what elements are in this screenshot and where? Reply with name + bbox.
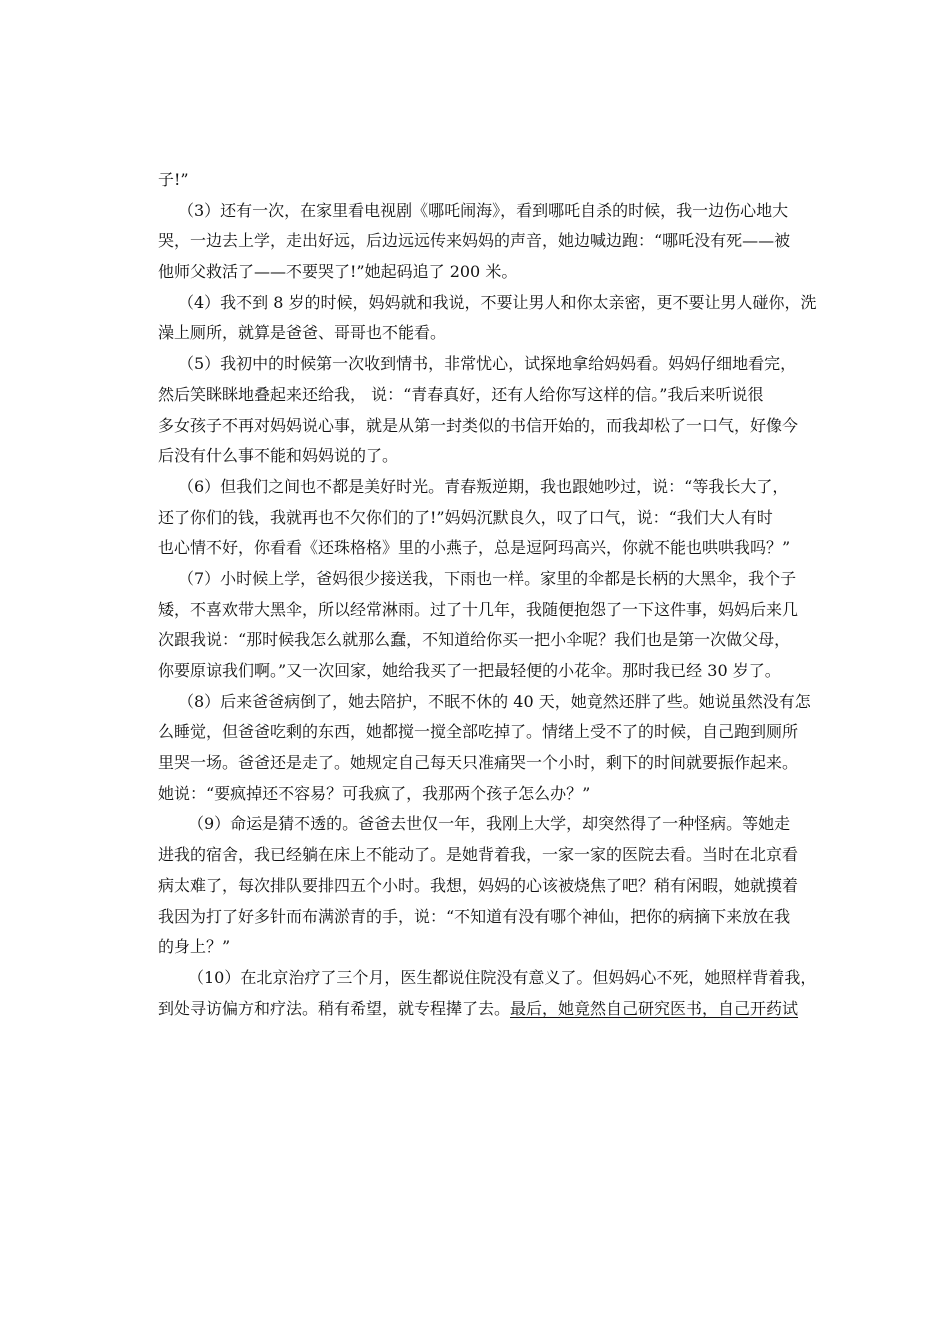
- plain-text-segment: 到处寻访偏方和疗法。稍有希望，就专程撵了去。: [158, 998, 511, 1018]
- text-line: 还了你们的钱，我就再也不欠你们的了!”妈妈沉默良久，叹了口气，说：“我们大人有时: [158, 507, 773, 527]
- text-line: 也心情不好，你看看《还珠格格》里的小燕子，总是逗阿玛高兴，你就不能也哄哄我吗？”: [158, 538, 791, 558]
- text-line: 然后笑眯眯地叠起来还给我， 说：“青春真好，还有人给你写这样的信。”我后来听说很: [158, 384, 764, 404]
- paragraph-4-line: （4）我不到 8 岁的时候，妈妈就和我说，不要让男人和你太亲密，更不要让男人碰你，洗: [178, 292, 817, 312]
- paragraph-10-line: （10）在北京治疗了三个月，医生都说住院没有意义了。但妈妈心不死，她照样背着我，: [188, 967, 817, 987]
- text-line: 么睡觉，但爸爸吃剩的东西，她都搅一搅全部吃掉了。情绪上受不了的时候，自己跑到厕所: [158, 722, 799, 742]
- paragraph-3-line: （3）还有一次，在家里看电视剧《哪吒闹海》，看到哪吒自杀的时候，我一边伤心地大: [178, 200, 789, 220]
- text-line: 进我的宿舍，我已经躺在床上不能动了。是她背着我，一家一家的医院去看。当时在北京看: [158, 845, 799, 865]
- text-line: 她说：“要疯掉还不容易？可我疯了，我那两个孩子怎么办？”: [158, 783, 591, 803]
- text-line: 的身上？”: [158, 937, 231, 957]
- text-line: 矮，不喜欢带大黑伞，所以经常淋雨。过了十几年，我随便抱怨了一下这件事，妈妈后来几: [158, 599, 799, 619]
- document-body: [158, 165, 844, 1024]
- text-line: 我因为打了好多针而布满淤青的手，说：“不知道有没有哪个神仙，把你的病摘下来放在我: [158, 906, 791, 926]
- text-line: 后没有什么事不能和妈妈说的了。: [158, 446, 399, 466]
- text-line-with-underline: [158, 994, 844, 1025]
- text-line: 哭，一边去上学，走出好远，后边远远传来妈妈的声音，她边喊边跑：“哪吒没有死——被: [158, 231, 791, 251]
- paragraph-5-line: （5）我初中的时候第一次收到情书，非常忧心，试探地拿给妈妈看。妈妈仔细地看完，: [178, 354, 797, 374]
- text-line: 他师父救活了——不要哭了!”她起码追了 200 米。: [158, 262, 518, 282]
- text-line: 澡上厕所，就算是爸爸、哥哥也不能看。: [158, 323, 447, 343]
- text-line: 子!”: [158, 170, 189, 189]
- text-line: 病太难了，每次排队要排四五个小时。我想，妈妈的心该被烧焦了吧？稍有闲暇，她就摸着: [158, 875, 799, 895]
- text-line: 里哭一场。爸爸还是走了。她规定自己每天只准痛哭一个小时，剩下的时间就要振作起来。: [158, 753, 799, 773]
- paragraph-8-line: （8）后来爸爸病倒了，她去陪护，不眠不休的 40 天，她竟然还胖了些。她说虽然没有怎: [178, 691, 811, 711]
- underlined-text-segment: 最后，她竟然自己研究医书，自己开药试: [510, 998, 799, 1018]
- text-line: 次跟我说：“那时候我怎么就那么蠢，不知道给你买一把小伞呢？我们也是第一次做父母，: [158, 630, 791, 650]
- paragraph-7-line: （7）小时候上学，爸妈很少接送我，下雨也一样。家里的伞都是长柄的大黑伞，我个子: [178, 568, 797, 588]
- text-line: 多女孩子不再对妈妈说心事，就是从第一封类似的书信开始的，而我却松了一口气，好像今: [158, 415, 799, 435]
- text-line: 你要原谅我们啊。”又一次回家，她给我买了一把最轻便的小花伞。那时我已经 30 岁了。: [158, 661, 781, 680]
- paragraph-9-line: （9）命运是猜不透的。爸爸去世仅一年，我刚上大学，却突然得了一种怪病。等她走: [188, 814, 791, 834]
- paragraph-6-line: （6）但我们之间也不都是美好时光。青春叛逆期，我也跟她吵过，说：“等我长大了，: [178, 476, 789, 496]
